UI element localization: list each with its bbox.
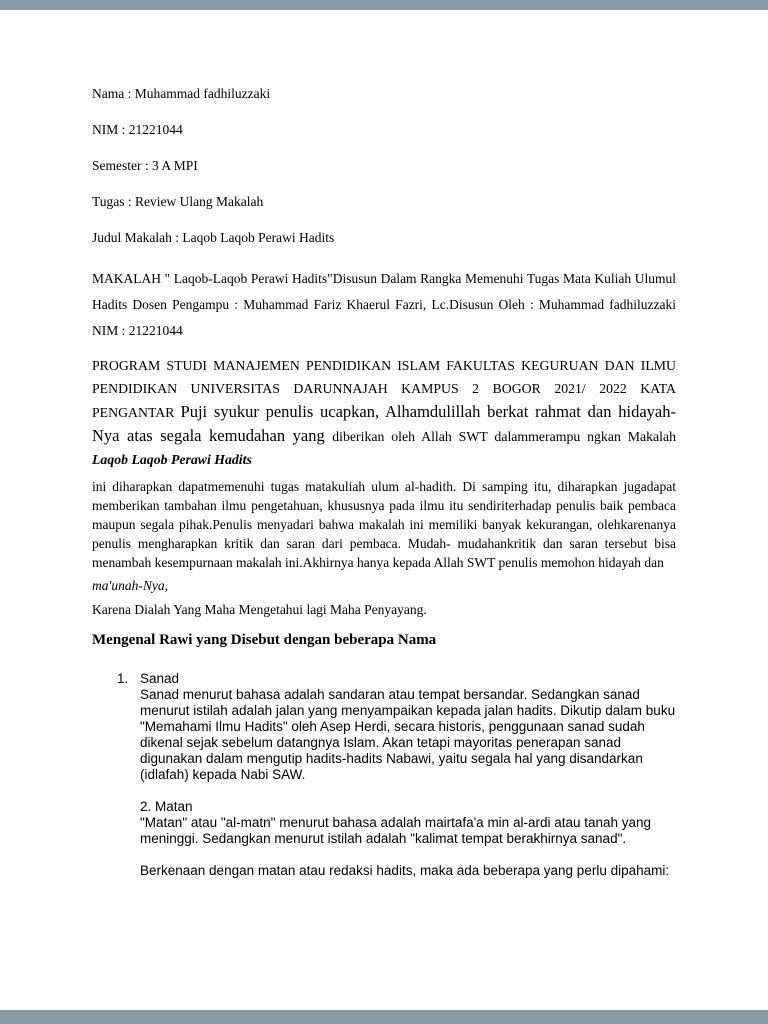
pengantar-body-paragraph: ini diharapkan dapatmemenuhi tugas matakuliah ulum al-hadith. Di samping itu, diharapkan jugadapat memberikan tambahan ilmu pengetahuan, khususnya pada ilmu itu sendiriterhadap penulis baik pembaca maupun segala pihak.Penulis menyadari bahwa makalah ini memiliki banyak kekurangan, olehkarenanya penulis mengharapkan kritik dan saran dari pembaca. Mudah- mudahankritik dan saran tersebut bisa menambah kesempurnaan makalah ini.Akhirnya hanya kepada Allah SWT penulis memohon hidayah dan [92,479,676,570]
list-item1-number: 1. [117,671,129,686]
list-item1-header [117,671,683,687]
list-item1-title: Sanad [140,671,180,686]
list-item2-title: 2. Matan [140,799,193,814]
puji-syukur-large-text: Puji syukur penulis ucapkan, Alhamdulillah berkat rahmat dan hidayah- Nya atas segala kemudahan yang [92,402,676,445]
list-item2-body: "Matan" atau "al-matn" menurut bahasa adalah mairtafa'a min al-ardi atau tanah yang meninggi. Sedangkan menurut istilah adalah "kalimat tempat berakhirnya sanad". [140,815,652,846]
makalah-title-emphasis: Laqob Laqob Perawi Hadits [92,452,252,467]
meta-line-tugas: Tugas : Review Ulang Makalah [92,194,264,209]
program-studi-kata-pengantar-paragraph [92,354,676,471]
section-heading: Mengenal Rawi yang Disebut dengan beberapa Nama [92,632,437,648]
meta-line-nama: Nama : Muhammad fadhiluzzaki [92,86,271,101]
list-item1-body: Sanad menurut bahasa adalah sandaran atau tempat bersandar. Sedangkan sanad menurut istilah adalah jalan yang menyampaikan kepada jalan hadits. Dikutip dalam buku "Memahami Ilmu Hadits" oleh Asep Herdi, secara historis, penggunaan sanad sudah dikenal sejak sebelum datangnya Islam. Akan tetapi mayoritas penerapan sanad digunakan dalam mengutip hadits-hadits Nabawi, yaitu segala hal yang disandarkan (idlafah) kepada Nabi SAW. [140,687,676,782]
numbered-list [117,671,683,879]
meta-line-nim: NIM : 21221044 [92,122,183,137]
maunah-italic-line: ma'unah-Nya, [92,578,169,593]
karena-dialah-line: Karena Dialah Yang Maha Mengetahui lagi Maha Penyayang. [92,602,427,617]
diberikan-oleh-text: diberikan oleh Allah SWT dalammerampu ngkan Makalah [332,429,676,444]
program-studi-text: PROGRAM STUDI MANAJEMEN PENDIDIKAN ISLAM FAKULTAS KEGURUAN DAN ILMU PENDIDIKAN UNIVERSITAS DARUNNAJAH KAMPUS 2 BOGOR 2021/ 2022 KATA PENGANTAR [92,358,676,420]
meta-line-semester: Semester : 3 A MPI [92,158,198,173]
meta-line-judul-makalah: Judul Makalah : Laqob Laqob Perawi Hadits [92,230,335,245]
list-spacer [140,783,683,799]
document-page [0,10,768,1010]
list-spacer [140,847,683,863]
makalah-cover-paragraph: MAKALAH " Laqob-Laqob Perawi Hadits"Disusun Dalam Rangka Memenuhi Tugas Mata Kuliah Ulumul Hadits Dosen Pengampu : Muhammad Fariz Khaerul Fazri, Lc.Disusun Oleh : Muhammad fadhiluzzaki NIM : 21221044 [92,271,676,338]
list-closing-paragraph: Berkenaan dengan matan atau redaksi hadits, maka ada beberapa yang perlu dipahami: [140,863,670,878]
